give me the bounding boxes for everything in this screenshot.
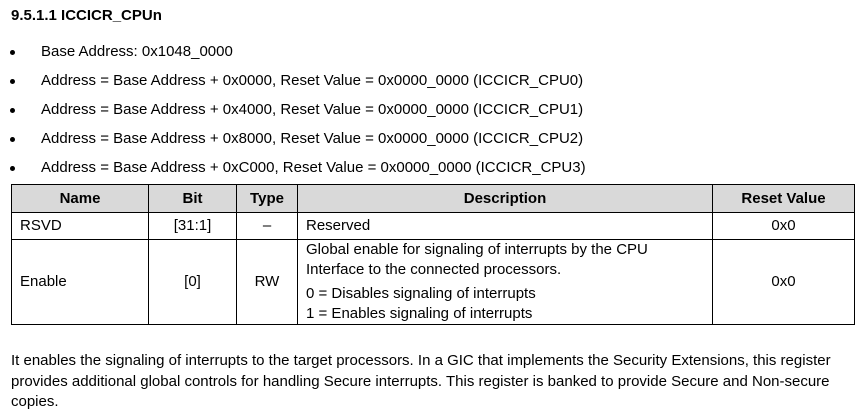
cell-bit: [0] (149, 240, 237, 325)
bullet-dot-icon (10, 79, 15, 84)
header-name: Name (12, 185, 149, 213)
header-type: Type (237, 185, 298, 213)
description-paragraph: It enables the signaling of interrupts to the target processors. In a GIC that implements the Security Extensions, this register provides additional global controls for handling Secure interrupts. This register is banked to provide Secure and Non-secure copies. (11, 352, 831, 410)
bullet-dot-icon (10, 50, 15, 55)
bullet-dot-icon (10, 166, 15, 171)
section-title: 9.5.1.1 ICCICR_CPUn (11, 7, 162, 24)
description-line: 1 = Enables signaling of interrupts (306, 305, 533, 322)
cell-reset-value: 0x0 (713, 213, 855, 240)
header-bit: Bit (149, 185, 237, 213)
table-header-row (12, 185, 855, 213)
list-item-text: Address = Base Address + 0x4000, Reset Value = 0x0000_0000 (ICCICR_CPU1) (41, 101, 584, 118)
description-line: Interface to the connected processors. (306, 261, 562, 278)
cell-description (298, 240, 713, 325)
cell-type: RW (237, 240, 298, 325)
list-item (0, 68, 586, 97)
cell-reset-value: 0x0 (713, 240, 855, 325)
list-item-text: Address = Base Address + 0xC000, Reset Value = 0x0000_0000 (ICCICR_CPU3) (41, 159, 586, 176)
list-item (0, 39, 586, 68)
list-item-text: Address = Base Address + 0x8000, Reset Value = 0x0000_0000 (ICCICR_CPU2) (41, 130, 584, 147)
bullet-dot-icon (10, 108, 15, 113)
cell-bit: [31:1] (149, 213, 237, 240)
table-row (12, 240, 855, 325)
bullet-dot-icon (10, 137, 15, 142)
register-table (11, 184, 855, 325)
cell-type: – (237, 213, 298, 240)
address-list (0, 39, 586, 184)
list-item-text: Address = Base Address + 0x0000, Reset Value = 0x0000_0000 (ICCICR_CPU0) (41, 72, 584, 89)
header-description: Description (298, 185, 713, 213)
cell-name: RSVD (12, 213, 149, 240)
cell-name: Enable (12, 240, 149, 325)
description-line: Reserved (306, 217, 371, 234)
list-item-text: Base Address: 0x1048_0000 (41, 43, 233, 60)
cell-description (298, 213, 713, 240)
header-reset-value: Reset Value (713, 185, 855, 213)
list-item (0, 97, 586, 126)
description-line: Global enable for signaling of interrupts by the CPU (306, 241, 648, 258)
list-item (0, 155, 586, 184)
list-item (0, 126, 586, 155)
table-row (12, 213, 855, 240)
description-line: 0 = Disables signaling of interrupts (306, 285, 536, 302)
